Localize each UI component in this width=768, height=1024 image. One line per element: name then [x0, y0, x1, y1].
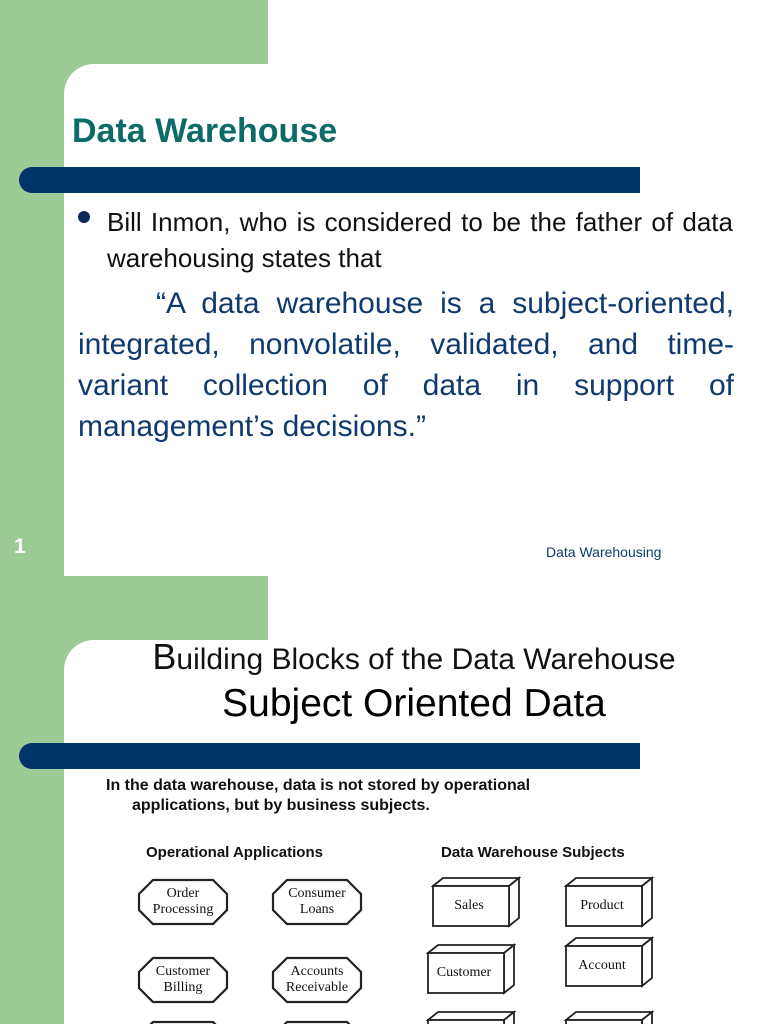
slide-number: 1: [14, 535, 26, 558]
cube-shape: [426, 1010, 516, 1024]
bullet-text: Bill Inmon, who is considered to be the father of data warehousing states that: [107, 207, 733, 273]
app-label: Order Processing: [152, 886, 214, 917]
subject-account: [564, 936, 654, 990]
subject-label: Customer: [436, 965, 492, 980]
cube-shape: [564, 1010, 654, 1024]
title-rule: [19, 743, 640, 769]
bullet-icon: [78, 211, 90, 223]
intro-text: [106, 776, 626, 816]
slide-title: [0, 636, 768, 678]
title-rest: uilding Blocks of the Data Warehouse: [176, 643, 676, 676]
subject-label: Sales: [454, 898, 484, 913]
intro-line-2: applications, but by business subjects.: [132, 797, 430, 814]
octagon-shape: [271, 1020, 363, 1024]
app-order-processing: [137, 878, 229, 926]
app-label: Customer Billing: [155, 964, 211, 995]
octagon-shape: [137, 1020, 229, 1024]
app-octagon-partial: [271, 1020, 363, 1024]
subject-sales: [431, 876, 521, 930]
slide-title: Data Warehouse: [72, 112, 338, 150]
app-label: Consumer Loans: [288, 886, 346, 917]
intro-line-1: In the data warehouse, data is not stored by operational: [106, 777, 531, 794]
app-label: Accounts Receivable: [285, 964, 349, 995]
app-consumer-loans: [271, 878, 363, 926]
app-octagon-partial: [137, 1020, 229, 1024]
title-rule: [19, 167, 640, 193]
subject-product: [564, 876, 654, 930]
subject-customer: [426, 943, 516, 997]
green-side-bar: [0, 0, 64, 576]
subject-box-partial: [564, 1010, 654, 1024]
operational-apps-heading: Operational Applications: [146, 844, 323, 861]
slide-footer: Data Warehousing: [546, 544, 662, 560]
dw-subjects-heading: Data Warehouse Subjects: [441, 844, 625, 861]
title-initial: B: [152, 636, 177, 677]
subject-box-partial: [426, 1010, 516, 1024]
app-accounts-receivable: [271, 956, 363, 1004]
subject-label: Account: [578, 958, 626, 973]
slide-subtitle: Subject Oriented Data: [222, 682, 606, 725]
app-customer-billing: [137, 956, 229, 1004]
inmon-quote: “A data warehouse is a subject-oriented, integrated, nonvolatile, validated, and time-variant collection of data in support of management’s decisions.”: [78, 287, 734, 443]
subject-label: Product: [580, 898, 624, 913]
slide-2: [0, 576, 768, 1024]
